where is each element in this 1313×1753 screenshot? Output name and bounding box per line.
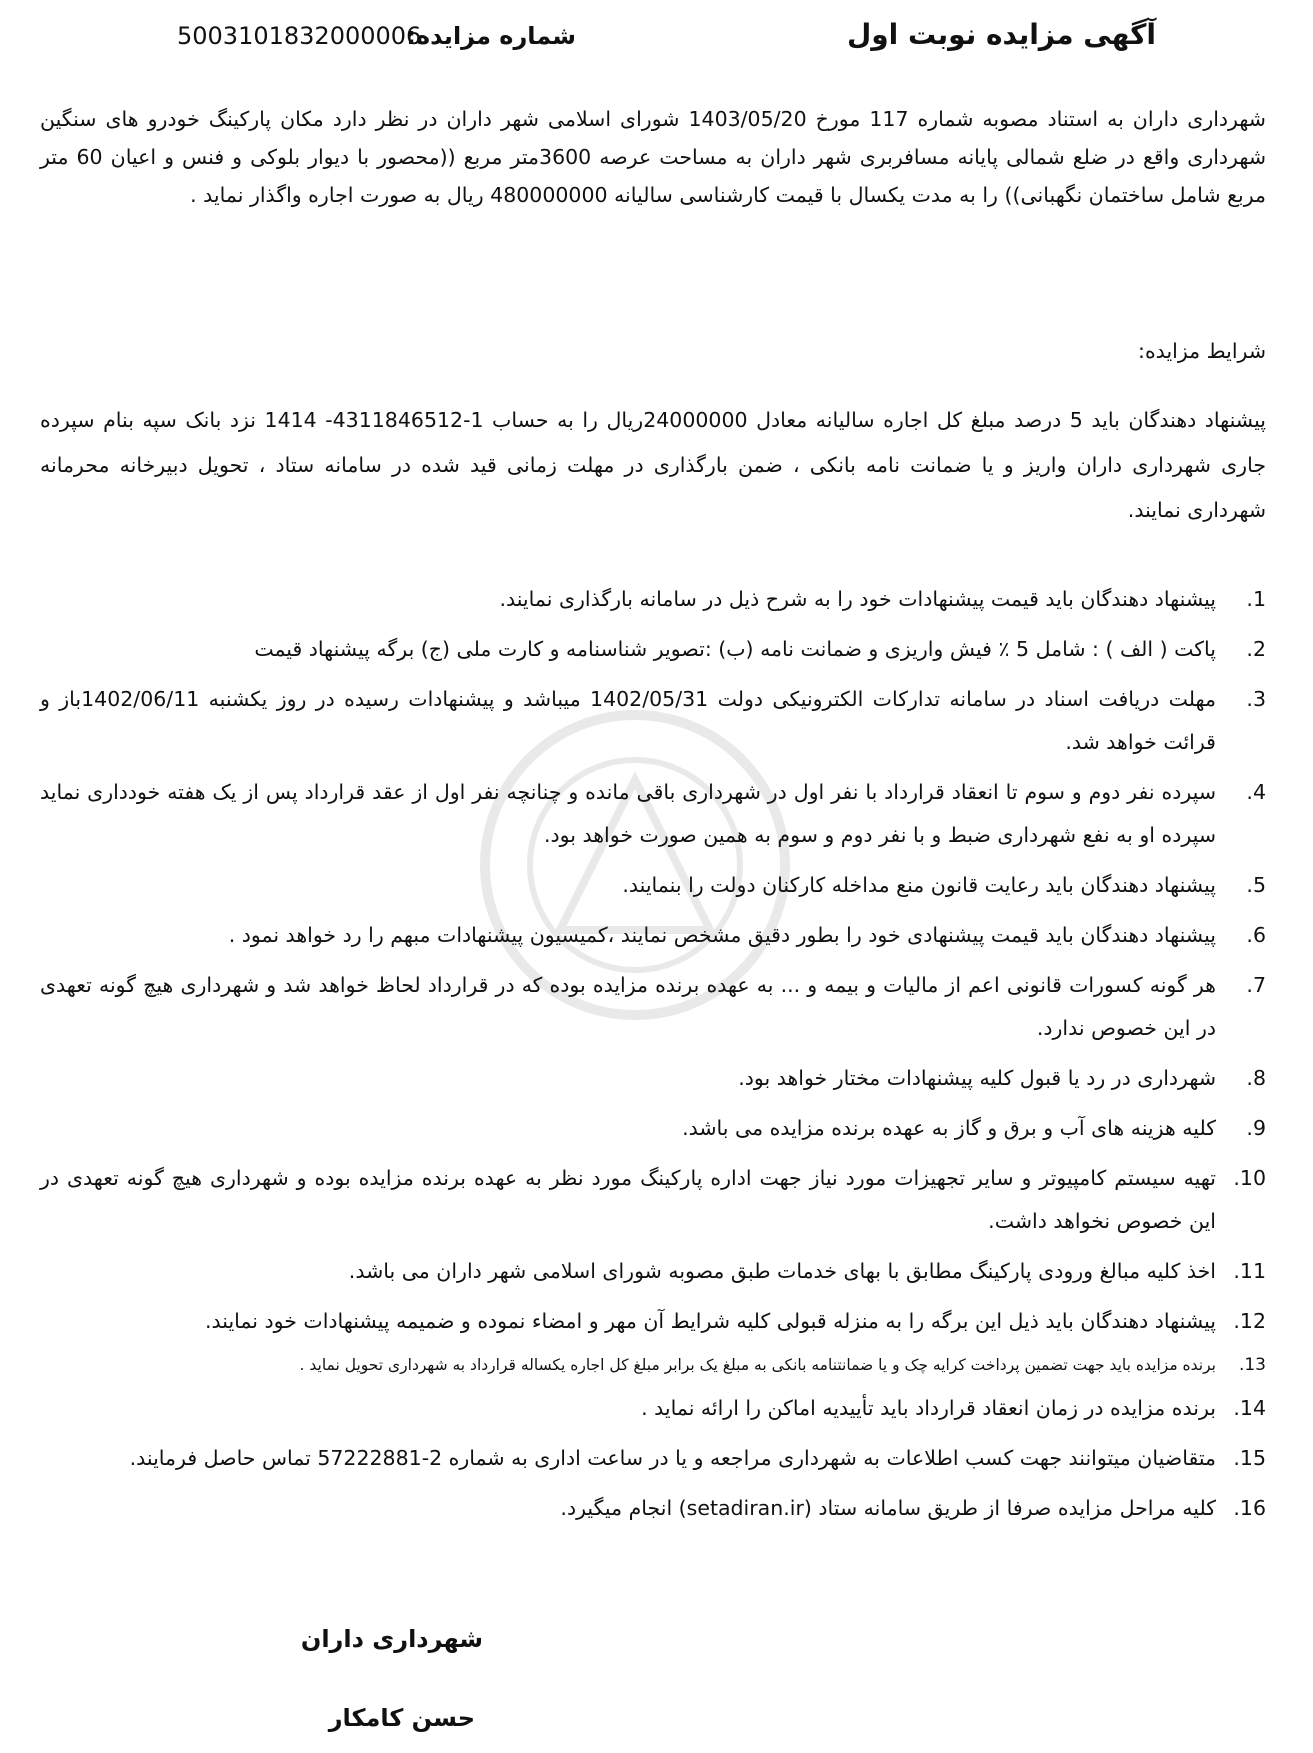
item-text: پاکت ( الف ) : شامل 5 ٪ فیش واریزی و ضمانت نامه (ب) :تصویر شناسنامه و کارت ملی (ج) برگه پیشنهاد قیمت: [254, 637, 1216, 661]
notice-title: آگهی مزایده نوبت اول: [846, 18, 1156, 51]
intro-paragraph: شهرداری داران به استناد مصوبه شماره 117 مورخ 1403/05/20 شورای اسلامی شهر داران در نظر دارد مکان پارکینگ خودرو های سنگین شهرداری واقع در ضلع شمالی پایانه مسافربری شهر داران به مساحت عرصه 3600متر مربع ((محصور با دیوار بلوکی و فنس و اعیان 60 متر مربع شامل ساختمان نگهبانی)) را به مدت یکسال با قیمت کارشناسی سالیانه 480000000 ریال به صورت اجاره واگذار نماید .: [40, 107, 1266, 207]
list-item: [40, 628, 1266, 671]
item-number: 4.: [1246, 780, 1266, 804]
item-text: هر گونه کسورات قانونی اعم از مالیات و بیمه و ... به عهده برنده مزایده بوده که در قرارداد لحاظ خواهد شد و شهرداری هیچ گونه تعهدی در این خصوص ندارد.: [40, 973, 1216, 1040]
list-item: [40, 771, 1266, 857]
item-text: تهیه سیستم کامپیوتر و سایر تجهیزات مورد نیاز جهت اداره پارکینگ مورد نظر به عهده برنده مزایده بوده و شهرداری هیچ گونه تعهدی در این خصوص نخواهد داشت.: [40, 1166, 1216, 1233]
list-item: [40, 1387, 1266, 1430]
item-text: شهرداری در رد یا قبول کلیه پیشنهادات مختار خواهد بود.: [738, 1066, 1216, 1090]
item-number: 10.: [1233, 1166, 1266, 1190]
item-text: کلیه هزینه های آب و برق و گاز به عهده برنده مزایده می باشد.: [682, 1116, 1216, 1140]
item-text: اخذ کلیه مبالغ ورودی پارکینگ مطابق با بهای خدمات طبق مصوبه شورای اسلامی شهر داران می باشد.: [348, 1259, 1216, 1283]
item-text: پیشنهاد دهندگان باید قیمت پیشنهادی خود را بطور دقیق مشخص نمایند ،کمیسیون پیشنهادات مبهم را رد خواهد نمود .: [228, 923, 1216, 947]
item-text: پیشنهاد دهندگان باید ذیل این برگه را به منزله قبولی کلیه شرایط آن مهر و امضاء نموده و ضمیمه پیشنهادات خود نمایند.: [205, 1309, 1216, 1333]
item-number: 9.: [1246, 1116, 1266, 1140]
list-item: [40, 1107, 1266, 1150]
item-number: 1.: [1246, 587, 1266, 611]
item-number: 15.: [1233, 1446, 1266, 1470]
item-text: پیشنهاد دهندگان باید رعایت قانون منع مداخله کارکنان دولت را بنمایند.: [622, 873, 1216, 897]
auction-number: 5003101832000006: [177, 22, 422, 50]
auction-number-label: شماره مزایده:: [406, 22, 576, 50]
list-item: [40, 864, 1266, 907]
header: [40, 18, 1266, 68]
list-item: [40, 1350, 1266, 1380]
item-text: کلیه مراحل مزایده صرفا از طریق سامانه ستاد (setadiran.ir) انجام میگیرد.: [560, 1496, 1216, 1520]
item-number: 12.: [1233, 1309, 1266, 1333]
conditions-paragraph: پیشنهاد دهندگان باید 5 درصد مبلغ کل اجاره سالیانه معادل 24000000ریال را به حساب 1-4311846512- 1414 نزد بانک سپه بنام سپرده جاری شهرداری داران واریز و یا ضمانت نامه بانکی ، ضمن بارگذاری در مهلت زمانی قید شده در سامانه ستاد ، تحویل دبیرخانه محرمانه شهرداری نمایند.: [40, 408, 1266, 522]
signature-organization: شهرداری داران: [300, 1625, 483, 1653]
item-number: 3.: [1246, 687, 1266, 711]
item-text: پیشنهاد دهندگان باید قیمت پیشنهادات خود را به شرح ذیل در سامانه بارگذاری نمایند.: [499, 587, 1216, 611]
item-text: مهلت دریافت اسناد در سامانه تدارکات الکترونیکی دولت 1402/05/31 میباشد و پیشنهادات رسیده در روز یکشنبه 1402/06/11باز و قرائت خواهد شد.: [40, 687, 1216, 754]
list-item: [40, 1437, 1266, 1480]
list-item: [40, 578, 1266, 621]
list-item: [40, 914, 1266, 957]
item-number: 16.: [1233, 1496, 1266, 1520]
conditions-list: [40, 578, 1266, 1537]
conditions-heading: شرایط مزایده:: [1138, 339, 1266, 363]
item-number: 7.: [1246, 973, 1266, 997]
item-text: برنده مزایده باید جهت تضمین پرداخت کرایه چک و یا ضمانتنامه بانکی به مبلغ یک برابر مبلغ کل اجاره یکساله قرارداد به شهرداری تحویل نماید .: [299, 1356, 1216, 1374]
item-text: متقاضیان میتوانند جهت کسب اطلاعات به شهرداری مراجعه و یا در ساعت اداری به شماره 2-57222881 تماس حاصل فرمایند.: [129, 1446, 1216, 1470]
list-item: [40, 1057, 1266, 1100]
list-item: [40, 1487, 1266, 1530]
list-item: [40, 1300, 1266, 1343]
list-item: [40, 964, 1266, 1050]
list-item: [40, 1250, 1266, 1293]
item-number: 11.: [1233, 1259, 1266, 1283]
item-number: 5.: [1246, 873, 1266, 897]
list-item: [40, 678, 1266, 764]
item-number: 13.: [1238, 1355, 1266, 1375]
item-text: برنده مزایده در زمان انعقاد قرارداد باید تأییدیه اماکن را ارائه نماید .: [641, 1396, 1216, 1420]
item-number: 6.: [1246, 923, 1266, 947]
list-item: [40, 1157, 1266, 1243]
item-text: سپرده نفر دوم و سوم تا انعقاد قرارداد با نفر اول در شهرداری باقی مانده و چنانچه نفر اول از عقد قرارداد پس از یک هفته خودداری نماید سپرده او به نفع شهرداری ضبط و با نفر دوم و سوم به همین صورت خواهد بود.: [40, 780, 1216, 847]
item-number: 8.: [1246, 1066, 1266, 1090]
item-number: 2.: [1246, 637, 1266, 661]
item-number: 14.: [1233, 1396, 1266, 1420]
signature-name: حسن کامکار: [328, 1704, 475, 1732]
